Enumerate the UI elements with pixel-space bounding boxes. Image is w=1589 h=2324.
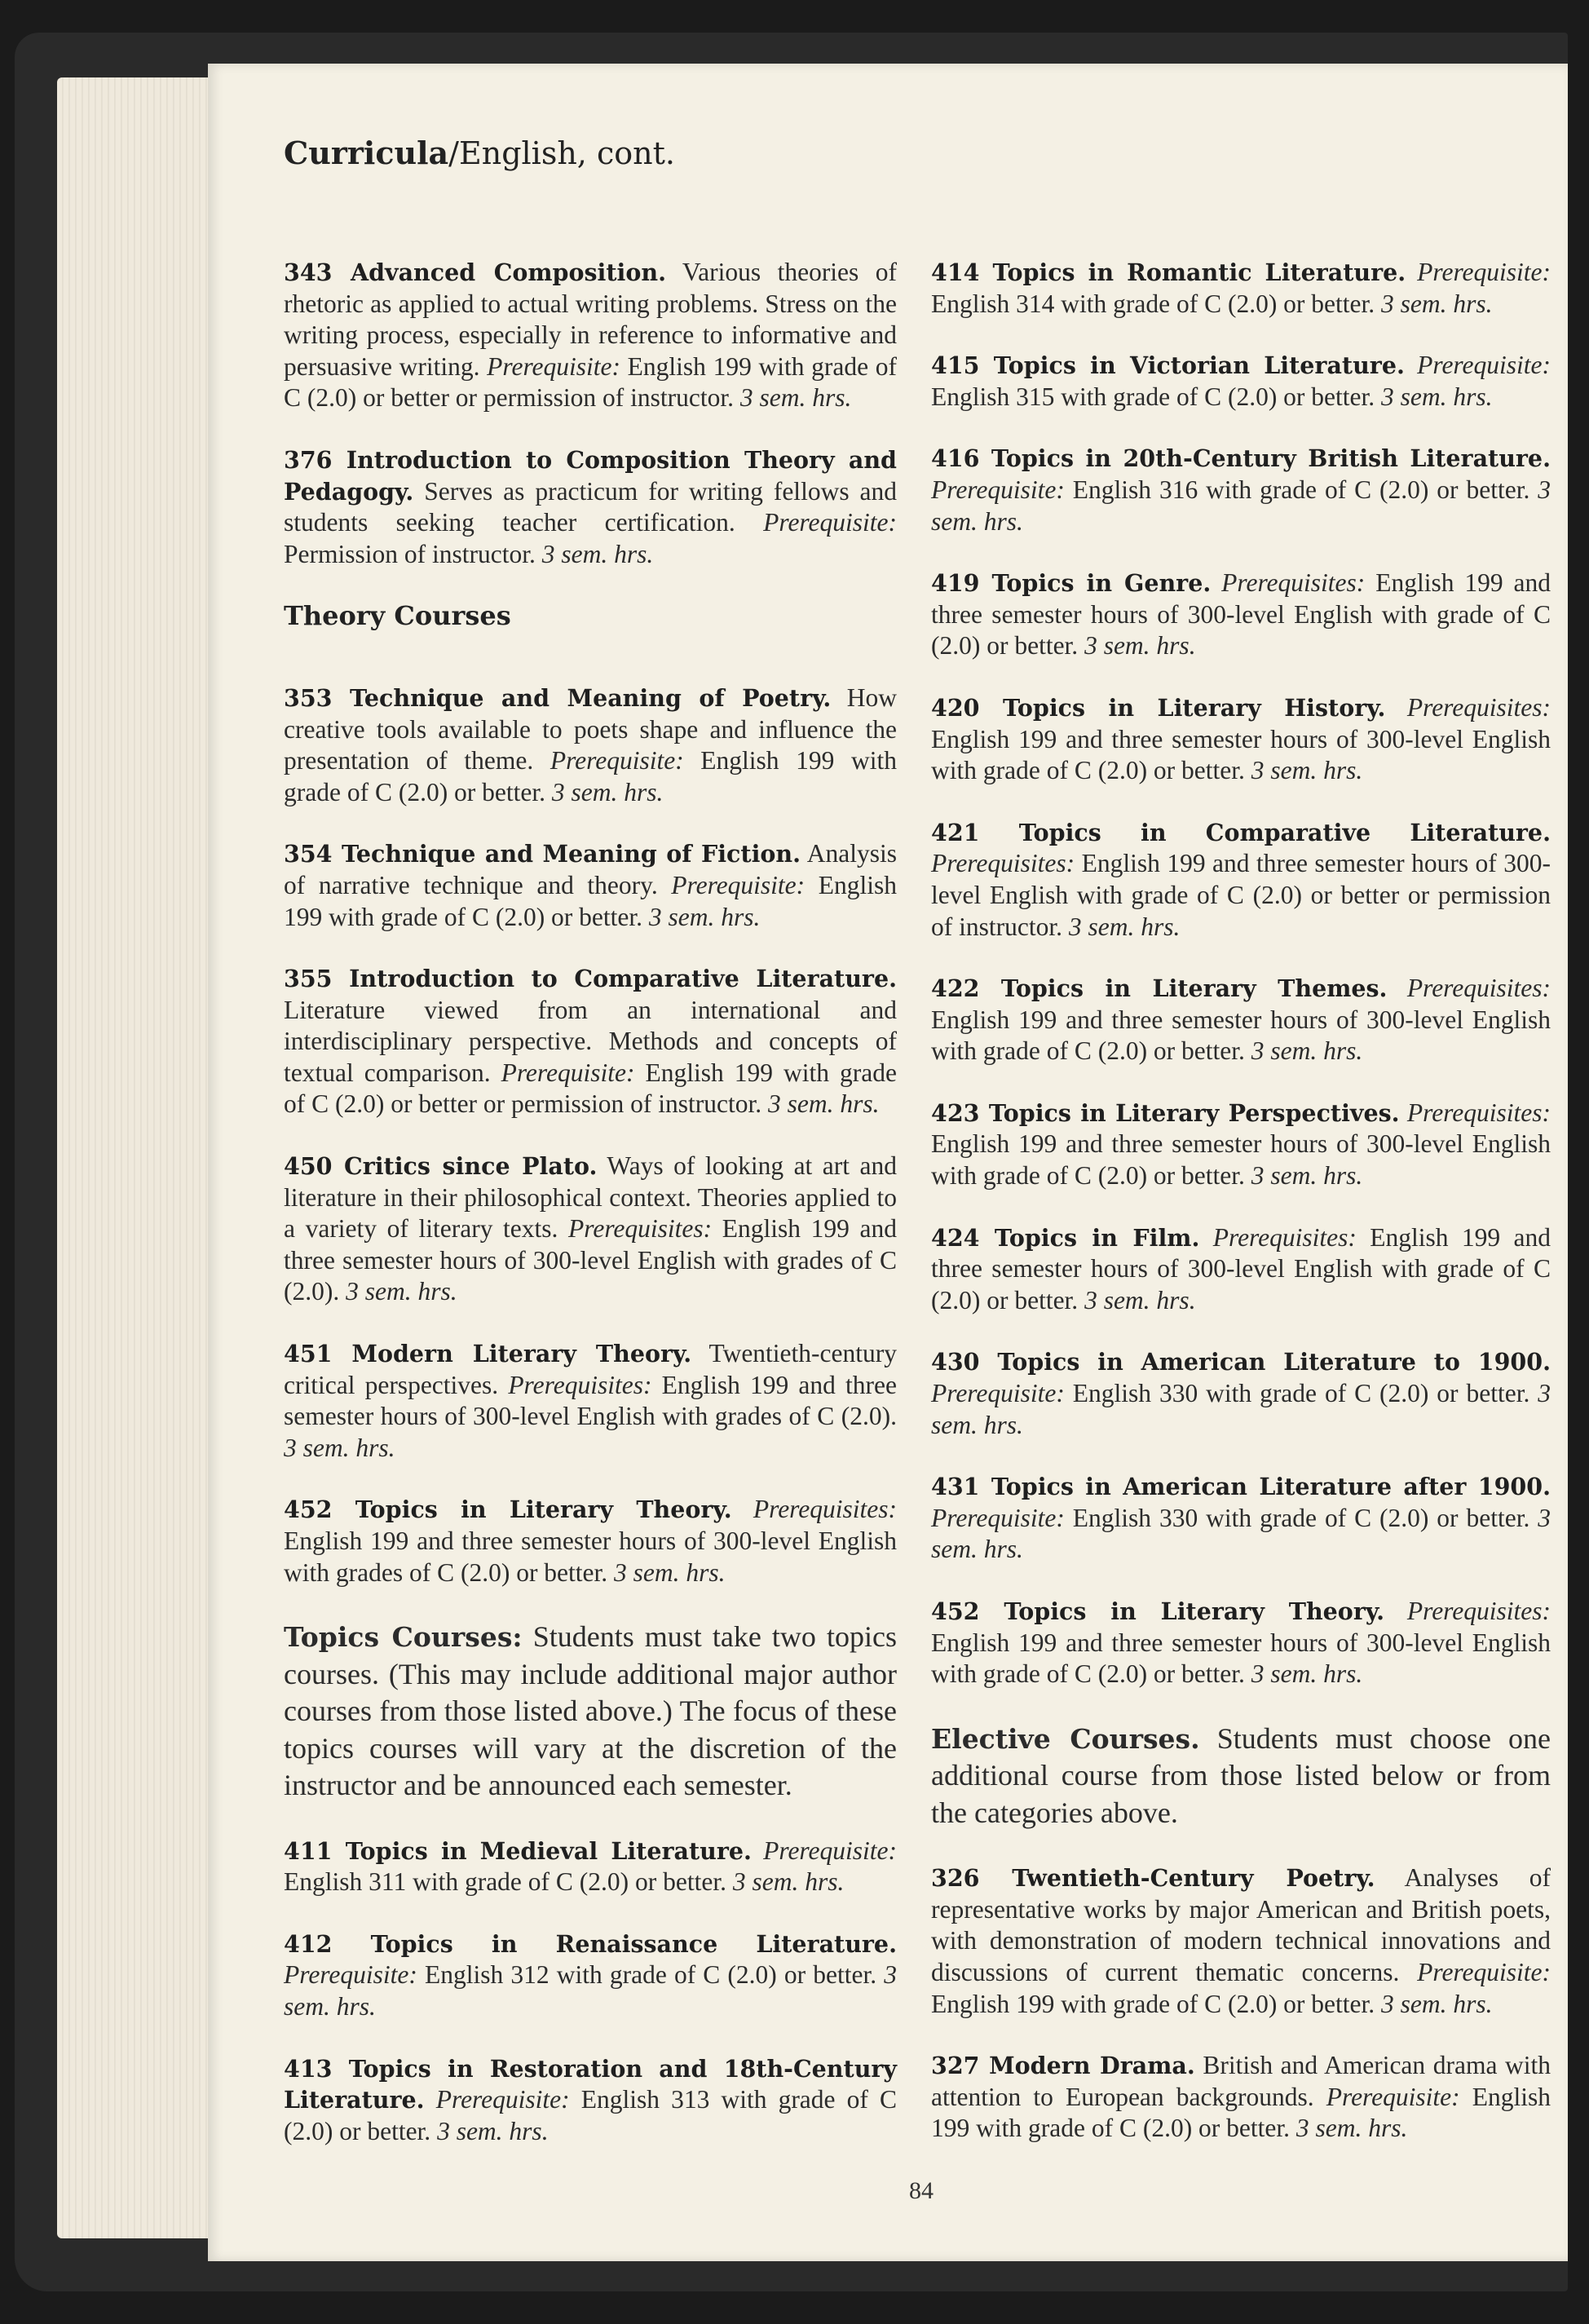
prerequisite-text: English 311 with grade of C (2.0) or better. bbox=[284, 1867, 733, 1897]
course-title: 414 Topics in Romantic Literature. bbox=[931, 258, 1406, 286]
left-block-composition bbox=[284, 257, 897, 570]
right-column bbox=[931, 257, 1551, 2175]
running-head-subsection: /English, cont. bbox=[448, 135, 675, 171]
prerequisite-text: English 330 with grade of C (2.0) or better. bbox=[1064, 1503, 1538, 1532]
prerequisite-label: Prerequisite: bbox=[931, 1503, 1065, 1532]
prerequisite-label: Prerequisites: bbox=[508, 1370, 652, 1399]
course-entry bbox=[284, 1929, 897, 2023]
right-block-topics bbox=[931, 257, 1551, 1690]
prerequisite-label: Prerequisite: bbox=[487, 351, 621, 381]
prerequisite-label: Prerequisites: bbox=[931, 849, 1075, 878]
credit-hours: 3 sem. hrs. bbox=[614, 1557, 726, 1587]
topics-courses-text: Students must take two topics courses. (This may include additional major author courses from those listed above.) The focus of these topics courses will vary at the discretion of the instructor and be announced each semester. bbox=[284, 1620, 897, 1802]
prerequisite-label: Prerequisites: bbox=[1212, 1222, 1357, 1252]
course-entry bbox=[931, 1471, 1551, 1566]
course-title: 412 Topics in Renaissance Literature. bbox=[284, 1929, 897, 1958]
course-entry bbox=[284, 257, 897, 414]
course-description: Ways of looking at art and literature in their philosophical context. Theories applied to a variety of literary texts. bbox=[284, 1151, 898, 1244]
course-entry bbox=[931, 257, 1551, 320]
course-description: British and American drama with attention to European backgrounds. bbox=[931, 2051, 1551, 2111]
course-description bbox=[1405, 351, 1417, 379]
course-title: 415 Topics in Victorian Literature. bbox=[931, 351, 1405, 380]
course-description bbox=[1400, 1098, 1407, 1127]
credit-hours: 3 sem. hrs. bbox=[551, 777, 664, 806]
course-entry bbox=[284, 1338, 897, 1464]
prerequisite-label: Prerequisite: bbox=[284, 1960, 417, 1990]
course-title: 421 Topics in Comparative Literature. bbox=[931, 818, 1551, 846]
credit-hours: 3 sem. hrs. bbox=[1251, 1659, 1363, 1689]
credit-hours: 3 sem. hrs. bbox=[931, 1503, 1551, 1564]
course-title: 327 Modern Drama. bbox=[931, 2052, 1195, 2080]
course-description: Twentieth-century critical perspectives. bbox=[284, 1339, 897, 1399]
prerequisite-text: English 199 with grade of C (2.0) or better. bbox=[931, 2082, 1551, 2143]
course-entry bbox=[931, 1862, 1551, 2020]
course-description bbox=[752, 1836, 763, 1865]
prerequisite-text: English 330 with grade of C (2.0) or better. bbox=[1064, 1379, 1538, 1408]
course-entry bbox=[284, 2053, 897, 2148]
course-title: 419 Topics in Genre. bbox=[931, 569, 1212, 598]
prerequisite-text: English 199 with grade of C (2.0) or better or permission of instructor. bbox=[284, 1058, 897, 1119]
course-description bbox=[1384, 1597, 1407, 1625]
course-entry bbox=[284, 1494, 897, 1588]
course-description: Various theories of rhetoric as applied to actual writing problems. Stress on the writing process, especially in reference to informative and persuasive writing. bbox=[284, 258, 897, 381]
prerequisite-label: Prerequisites: bbox=[1221, 568, 1366, 598]
credit-hours: 3 sem. hrs. bbox=[768, 1089, 880, 1119]
course-title: 326 Twentieth-Century Poetry. bbox=[931, 1864, 1375, 1893]
course-description bbox=[1211, 568, 1221, 597]
credit-hours: 3 sem. hrs. bbox=[1084, 1285, 1196, 1314]
course-description bbox=[425, 2085, 436, 2114]
prerequisite-label: Prerequisite: bbox=[931, 1379, 1065, 1408]
course-entry bbox=[931, 2050, 1551, 2145]
left-block-theory bbox=[284, 683, 897, 1588]
prerequisite-text: English 315 with grade of C (2.0) or better. bbox=[931, 382, 1382, 411]
credit-hours: 3 sem. hrs. bbox=[1295, 2114, 1408, 2143]
credit-hours: 3 sem. hrs. bbox=[1068, 912, 1181, 941]
prerequisite-label: Prerequisite: bbox=[550, 746, 684, 775]
prerequisite-text: English 313 with grade of C (2.0) or better. bbox=[284, 2085, 897, 2145]
course-description: Analysis of narrative technique and theory. bbox=[284, 839, 897, 899]
course-entry bbox=[931, 1596, 1551, 1690]
course-entry bbox=[284, 1836, 897, 1898]
course-entry bbox=[931, 568, 1551, 662]
prerequisite-text: English 199 and three semester hours of 300-level English with grades of C (2.0). bbox=[284, 1214, 897, 1306]
prerequisite-label: Prerequisites: bbox=[1406, 1597, 1551, 1625]
course-title: 452 Topics in Literary Theory. bbox=[931, 1597, 1385, 1625]
theory-courses-heading: Theory Courses bbox=[284, 600, 511, 632]
course-description bbox=[1199, 1223, 1212, 1252]
prerequisite-text: English 199 and three semester hours of 300-level English with grade of C (2.0) or better. bbox=[931, 1129, 1551, 1191]
course-entry bbox=[284, 683, 897, 808]
course-title: 450 Critics since Plato. bbox=[284, 1152, 598, 1181]
prerequisite-label: Prerequisites: bbox=[568, 1214, 713, 1244]
prerequisite-text: English 199 and three semester hours of 300-level English with grades of C (2.0). bbox=[284, 1370, 897, 1431]
credit-hours: 3 sem. hrs. bbox=[1381, 289, 1493, 318]
prerequisite-label: Prerequisite: bbox=[931, 475, 1065, 504]
credit-hours: 3 sem. hrs. bbox=[931, 475, 1551, 536]
course-title: 354 Technique and Meaning of Fiction. bbox=[284, 840, 801, 868]
course-description bbox=[732, 1495, 753, 1523]
credit-hours: 3 sem. hrs. bbox=[1251, 1036, 1363, 1066]
course-entry bbox=[284, 1151, 897, 1308]
prerequisite-text: English 199 and three semester hours of 300-level English with grade of C (2.0) or better. bbox=[931, 1628, 1551, 1689]
prerequisite-text: English 199 and three semester hours of 300-level English with grades of C (2.0) or better. bbox=[284, 1527, 897, 1587]
course-description: Analyses of representative works by major American and British poets, with demonstration of modern technical innovations and discussions of current thematic concerns. bbox=[931, 1863, 1551, 1987]
credit-hours: 3 sem. hrs. bbox=[648, 902, 761, 931]
credit-hours: 3 sem. hrs. bbox=[739, 383, 852, 413]
course-description: Literature viewed from an international and interdisciplinary perspective. Methods and concepts of textual comparison. bbox=[284, 995, 897, 1087]
topics-courses-intro bbox=[284, 1619, 897, 1805]
prerequisite-text: English 199 and three semester hours of 300-level English with grade of C (2.0) or better or permission of instructor. bbox=[931, 849, 1551, 941]
prerequisite-label: Prerequisites: bbox=[1406, 974, 1551, 1003]
course-title: 355 Introduction to Comparative Literature. bbox=[284, 965, 897, 993]
course-title: 343 Advanced Composition. bbox=[284, 258, 666, 286]
credit-hours: 3 sem. hrs. bbox=[1084, 631, 1196, 661]
prerequisite-label: Prerequisite: bbox=[1417, 258, 1551, 286]
prerequisite-label: Prerequisite: bbox=[763, 1836, 897, 1865]
course-title: 452 Topics in Literary Theory. bbox=[284, 1496, 732, 1524]
credit-hours: 3 sem. hrs. bbox=[732, 1867, 845, 1897]
course-title: 451 Modern Literary Theory. bbox=[284, 1340, 692, 1368]
prerequisite-text: English 199 and three semester hours of 300-level English with grade of C (2.0) or better. bbox=[931, 568, 1551, 661]
credit-hours: 3 sem. hrs. bbox=[1251, 756, 1363, 785]
prerequisite-text: English 199 with grade of C (2.0) or better. bbox=[284, 746, 897, 806]
course-entry bbox=[284, 838, 897, 933]
course-description bbox=[1406, 258, 1417, 286]
course-entry bbox=[284, 963, 897, 1120]
course-title: 424 Topics in Film. bbox=[931, 1223, 1200, 1252]
prerequisite-text: English 199 and three semester hours of 300-level English with grade of C (2.0) or better. bbox=[931, 724, 1551, 785]
prerequisite-text: Permission of instructor. bbox=[284, 539, 542, 568]
prerequisite-label: Prerequisites: bbox=[753, 1495, 897, 1524]
running-head-section: Curricula bbox=[284, 135, 449, 171]
course-title: 353 Technique and Meaning of Poetry. bbox=[284, 683, 832, 712]
course-entry bbox=[931, 1222, 1551, 1317]
prerequisite-label: Prerequisite: bbox=[435, 2085, 570, 2114]
elective-courses-intro bbox=[931, 1721, 1551, 1832]
course-description bbox=[1387, 974, 1406, 1002]
prerequisite-label: Prerequisite: bbox=[1417, 351, 1551, 380]
course-entry bbox=[931, 1098, 1551, 1192]
course-title: 430 Topics in American Literature to 1900. bbox=[931, 1348, 1551, 1376]
prerequisite-text: English 199 with grade of C (2.0) or better or permission of instructor. bbox=[284, 351, 897, 413]
page-edges bbox=[57, 77, 220, 2238]
course-entry bbox=[931, 817, 1551, 943]
course-title: 416 Topics in 20th-Century British Literature. bbox=[931, 444, 1551, 473]
credit-hours: 3 sem. hrs. bbox=[346, 1277, 457, 1306]
prerequisite-label: Prerequisite: bbox=[501, 1058, 635, 1087]
left-block-topics bbox=[284, 1836, 897, 2148]
course-title: 431 Topics in American Literature after 1900. bbox=[931, 1473, 1551, 1501]
prerequisite-label: Prerequisite: bbox=[1326, 2082, 1460, 2111]
prerequisite-text: English 199 and three semester hours of 300-level English with grade of C (2.0) or better. bbox=[931, 1222, 1551, 1314]
elective-courses-title: Elective Courses. bbox=[931, 1722, 1200, 1755]
course-entry bbox=[931, 350, 1551, 413]
credit-hours: 3 sem. hrs. bbox=[931, 1379, 1551, 1439]
course-entry bbox=[931, 1346, 1551, 1441]
prerequisite-text: English 199 with grade of C (2.0) or better. bbox=[931, 1989, 1382, 2018]
course-title: 411 Topics in Medieval Literature. bbox=[284, 1836, 752, 1865]
course-title: 376 Introduction to Composition Theory and Pedagogy. bbox=[284, 445, 897, 506]
topics-courses-title: Topics Courses: bbox=[284, 1621, 523, 1654]
prerequisite-label: Prerequisites: bbox=[1406, 692, 1551, 722]
course-title: 413 Topics in Restoration and 18th-Century Literature. bbox=[284, 2054, 897, 2114]
course-entry bbox=[931, 443, 1551, 537]
prerequisite-text: English 312 with grade of C (2.0) or better. bbox=[417, 1960, 885, 1990]
prerequisite-text: English 199 with grade of C (2.0) or better. bbox=[284, 870, 897, 931]
credit-hours: 3 sem. hrs. bbox=[1381, 1989, 1493, 2018]
elective-courses-text: Students must choose one additional course from those listed below or from the categories above. bbox=[931, 1721, 1551, 1829]
credit-hours: 3 sem. hrs. bbox=[437, 2116, 549, 2145]
credit-hours: 3 sem. hrs. bbox=[1381, 382, 1493, 411]
running-head bbox=[284, 135, 675, 171]
course-entry bbox=[931, 692, 1551, 787]
right-block-electives bbox=[931, 1862, 1551, 2145]
prerequisite-label: Prerequisite: bbox=[671, 870, 806, 899]
prerequisite-text: English 199 and three semester hours of 300-level English with grade of C (2.0) or better. bbox=[931, 1005, 1551, 1066]
credit-hours: 3 sem. hrs. bbox=[284, 1433, 395, 1462]
prerequisite-text: English 314 with grade of C (2.0) or better. bbox=[931, 289, 1382, 318]
left-column bbox=[284, 257, 897, 2177]
page-number: 84 bbox=[909, 2177, 934, 2204]
course-description: Serves as practicum for writing fellows and students seeking teacher certification. bbox=[284, 476, 897, 537]
course-entry bbox=[931, 973, 1551, 1067]
prerequisite-label: Prerequisite: bbox=[1417, 1958, 1551, 1987]
course-description: How creative tools available to poets shape and influence the presentation of theme. bbox=[284, 683, 897, 775]
course-title: 422 Topics in Literary Themes. bbox=[931, 974, 1388, 1003]
course-title: 420 Topics in Literary History. bbox=[931, 693, 1386, 722]
prerequisite-text: English 316 with grade of C (2.0) or better. bbox=[1064, 475, 1538, 504]
credit-hours: 3 sem. hrs. bbox=[1251, 1161, 1363, 1191]
course-title: 423 Topics in Literary Perspectives. bbox=[931, 1098, 1400, 1127]
credit-hours: 3 sem. hrs. bbox=[541, 539, 654, 568]
prerequisite-label: Prerequisites: bbox=[1406, 1098, 1551, 1127]
prerequisite-label: Prerequisite: bbox=[763, 508, 897, 537]
course-entry bbox=[284, 444, 897, 570]
credit-hours: 3 sem. hrs. bbox=[284, 1960, 897, 2021]
course-description bbox=[1385, 693, 1406, 722]
